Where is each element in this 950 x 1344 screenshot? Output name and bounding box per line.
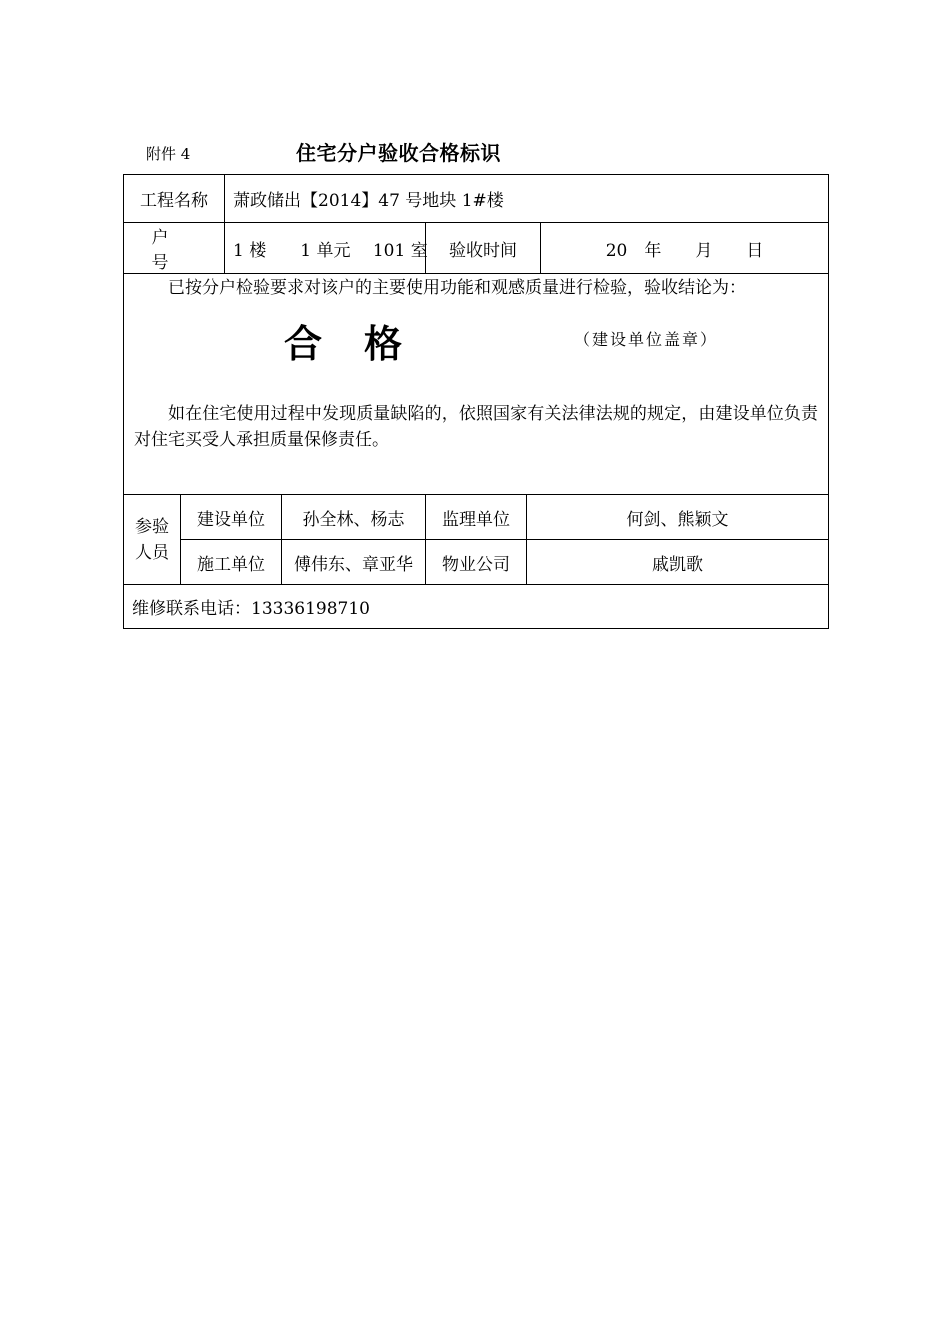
result-line [134, 301, 818, 401]
builder-unit-people: 傅伟东、章亚华 [294, 554, 413, 575]
participants-group-2 [181, 540, 426, 585]
unit-label: 户 号 [124, 223, 225, 274]
repair-phone-cell [124, 585, 829, 629]
acceptance-time-label: 验收时间 [426, 223, 541, 274]
project-name-value: 萧政储出【2014】47 号地块 1#楼 [225, 175, 829, 223]
supervision-unit-people: 何剑、熊颖文 [527, 495, 829, 540]
builder-unit-label: 施工单位 [181, 540, 282, 584]
participants-row-1 [124, 495, 829, 540]
supervision-unit-label: 监理单位 [426, 495, 527, 540]
unit-row [124, 223, 829, 274]
acceptance-time-value: 20 年 月 日 [541, 223, 829, 274]
participants-group-1 [181, 495, 426, 540]
construction-unit-label: 建设单位 [181, 495, 282, 539]
project-name-row [124, 175, 829, 223]
result-text: 合格 [284, 322, 445, 366]
attachment-label: 附件 4 [146, 145, 191, 163]
repair-phone-label: 维修联系电话： [132, 599, 251, 619]
project-name-label: 工程名称 [124, 175, 225, 223]
conclusion-cell [124, 274, 829, 495]
property-company-label: 物业公司 [426, 540, 527, 585]
participants-label: 参验人员 [124, 495, 181, 585]
conclusion-row [124, 274, 829, 495]
seal-note: （建设单位盖章） [574, 330, 719, 349]
property-company-people: 戚凯歌 [527, 540, 829, 585]
repair-phone-row [124, 585, 829, 629]
repair-phone-value: 13336198710 [251, 599, 370, 619]
acceptance-form-table [123, 174, 829, 629]
warranty-text: 如在住宅使用过程中发现质量缺陷的，依照国家有关法律法规的规定，由建设单位负责对住宅买受人承担质量保修责任。 [134, 404, 819, 450]
unit-value: 1 楼 1 单元 101 室 [225, 223, 426, 274]
document-title: 住宅分户验收合格标识 [296, 141, 501, 165]
participants-row-2 [124, 540, 829, 585]
conclusion-intro: 已按分户检验要求对该户的主要使用功能和观感质量进行检验，验收结论为： [168, 278, 746, 298]
construction-unit-people: 孙全林、杨志 [302, 509, 405, 530]
